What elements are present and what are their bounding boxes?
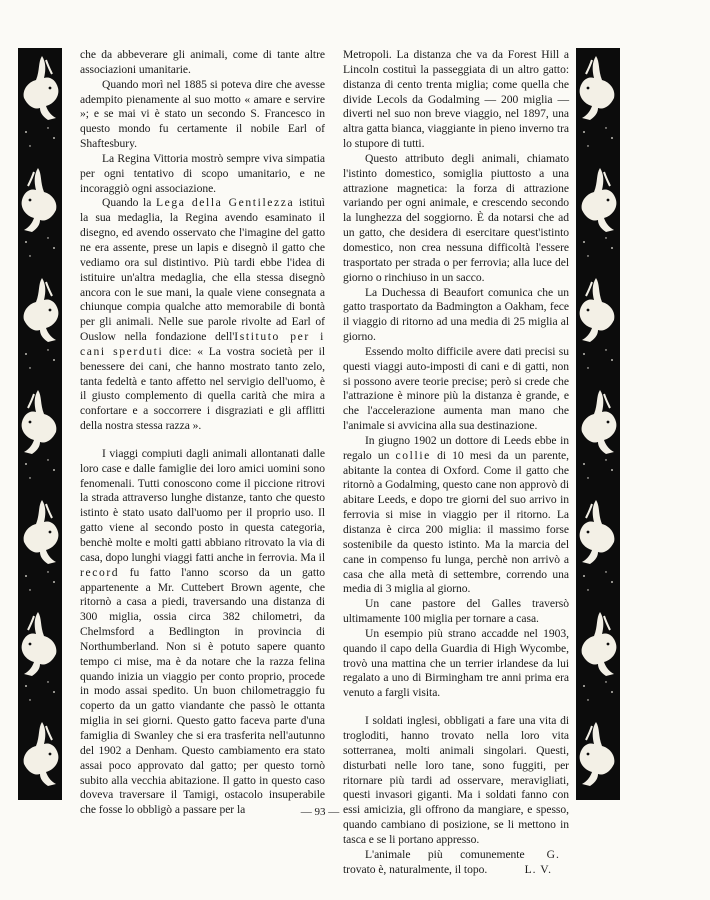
paragraph: La Duchessa di Beaufort comunica che un gatto trasportato da Badmington a Oakham, fece il viaggio di ritorno ad una media di 25 miglia al giorno. [343, 285, 569, 344]
paragraph: Essendo molto difficile avere dati precisi su questi viaggi auto-imposti di cani e di gatti, non si possono avere teorie precise; però si crede che l'attrazione è minore più la distanza è grande, e che l'accelerazione aumenta man mano che l'animale si avvicina alla sua destinazione. [343, 344, 569, 433]
text-run: In giugno 1902 un dottore di Leeds ebbe in regalo un [343, 433, 569, 462]
page-number: — 93 — [300, 806, 340, 818]
paragraph: Un cane pastore del Galles traversò ultimamente 100 miglia per tornare a casa. [343, 597, 569, 626]
paragraph: La Regina Vittoria mostrò sempre viva simpatia per ogni tentativo di scopo umanitario, e ne incoraggiò ogni associazione. [80, 151, 325, 195]
paragraph: Un esempio più strano accadde nel 1903, quando il capo della Guardia di High Wycombe, trovò una mattina che un terrier irlandese da lui regalato a uno di Birmingham tre anni prima era venuto a fargli visita. [343, 626, 569, 700]
right-text-column [343, 48, 569, 877]
text-run: istituì la sua medaglia, la Regina avendo esaminato il disegno, ed avendo osservato che l'imagine del gatto ne era assente, prese un lapis e disegnò il gatto che vediamo ora sul distintivo. Più tardi ebbe l'idea di istituire un'altra medaglia, che ella stessa disegnò ancora con le sue mani, la quale viene consegnata a chiunque compia qualche atto memorabile di bontà per gli animali. Nelle sue parole rivolte ad Earl of Ouslow nella fondazione dell' [80, 196, 325, 344]
text-run: di 10 mesi da un parente, abitante la contea di Oxford. Come il gatto che ritornò a Godalming, questo cane non approvò di abitare Leeds, e dopo tre giorni del suo arrivo in ferrovia si mise in viaggio per il ritorno. La distanza è circa 200 miglia: il massimo forse sostenibile da questo istinto. Ma la marcia del cane in compenso fu lunga, perchè non arrivò a casa che alla metà di settembre, correndo una media di 3 miglia al giorno. [343, 448, 569, 596]
text-run: I viaggi compiuti dagli animali allontanati dalle loro case e dalle famiglie dei loro amici uomini sono fenomenali. Tutti conoscono come il piccione ritrovi la strada attraverso lunghe distanze, tanto che questo istinto è stato usato dall'uomo per il proprio uso. Il gatto viene al secondo posto in questa categoria, benchè molte e molti gatti abbiano ritrovato la via di casa, dopo lunghi viaggi fatti anche in ferrovia. Ma il [80, 446, 325, 564]
paragraph: I soldati inglesi, obbligati a fare una vita di trogloditi, hanno trovato nella loro vita sotterranea, molti animali singolari. Questi, disturbati nelle loro tane, sono fuggiti, per ritornare più tardi ad osservare, meravigliati, questi invasori giganti. Ma i soldati fanno con essi amicizia, gli offrono da mangiare, e spesso, quando cambiano di posizione, se li mettono in tasca e se li portano appresso. [343, 714, 569, 846]
spaced-word: record [80, 565, 120, 579]
left-text-column [80, 48, 325, 818]
paragraph: Metropoli. La distanza che va da Forest Hill a Lincoln costituì la passeggiata di un altro gatto: distanza di cento trenta miglia; come quella che divide Lecols da Godalming — 200 miglia — diverti nel suo non breve viaggio, nel 1897, una altra gatta bianca, viaggiante in pieno inverno tra lo stupore di tutti. [343, 48, 569, 151]
decorative-border-left [18, 48, 62, 800]
hare-pattern-icon [576, 48, 620, 800]
hare-pattern-icon [18, 48, 62, 800]
text-run: Quando la [102, 196, 152, 210]
paragraph [80, 196, 325, 434]
text-run: L'animale più comunemente trovato è, naturalmente, il topo. [343, 847, 525, 876]
text-run: fu fatto l'anno scorso da un gatto appartenente a Mr. Cuttebert Brown agente, che ritornò a casa a piedi, traversando una distanza di 300 miglia, ossia circa 382 chilometri, da Chelmsford a Bedlington in provincia di Northumberland. Non si è potuto sapere quanto tempo ci mise, ma è da notare che la razza felina quando inizia un viaggio per conto proprio, procede in modo assai spedito. Un buon chilometraggio fu coperto da un gatto viandante che passò le ottanta miglia in sei giorni. Questo gatto faceva parte d'una famiglia di Swanley che si era trasferita nell'autunno del 1902 a Denham. Questo cambiamento era stato assai poco approvato dal gatto; per questo tornò subito alla vecchia abitazione. Il gatto in questo caso doveva traversare il Tamigi, ostacolo insuperabile che fosse lo obbligò a passare per la [80, 565, 325, 817]
paragraph [343, 434, 569, 597]
text-run: dice: « La vostra società per il benessere dei cani, che hanno mostrato tanto zelo, tanta fedeltà e tanto affetto nel servigio dell'uomo, è il giusto complemento di quella carità che mira a confortare e a soccorrere i disgraziati e gli afflitti della nostra stessa razza ». [80, 344, 325, 433]
closing-paragraph [343, 848, 569, 878]
decorative-border-right [576, 48, 620, 800]
paragraph: Quando morì nel 1885 si poteva dire che avesse adempito pienamente al suo motto « amare e servire »; e se mai vi è stato un secondo S. Francesco in questo mondo fu certamente il nobile Earl of Shaftesbury. [80, 77, 325, 151]
author-signature: G. L. V. [524, 847, 560, 876]
spaced-word: collie [395, 448, 431, 462]
paragraph: Questo attributo degli animali, chiamato l'istinto domestico, somiglia piuttosto a una attrazione magnetica: la forza di attrazione variando per ogni animale, e crescendo secondo la lunghezza del soggiorno. È da notarsi che ad un gatto, che desidera di esercitare quest'istinto domestico, non crea nessuna difficoltà l'essere trasportato per strada o per ferrovia; alla luce del giorno o rinchiuso in un sacco. [343, 151, 569, 284]
spaced-title: Istituto per i cani sperduti [80, 330, 326, 358]
paragraph [80, 447, 325, 818]
spaced-title: Lega della Gentilezza [155, 196, 295, 210]
paragraph: che da abbeverare gli animali, come di tante altre associazioni umanitarie. [80, 48, 325, 76]
